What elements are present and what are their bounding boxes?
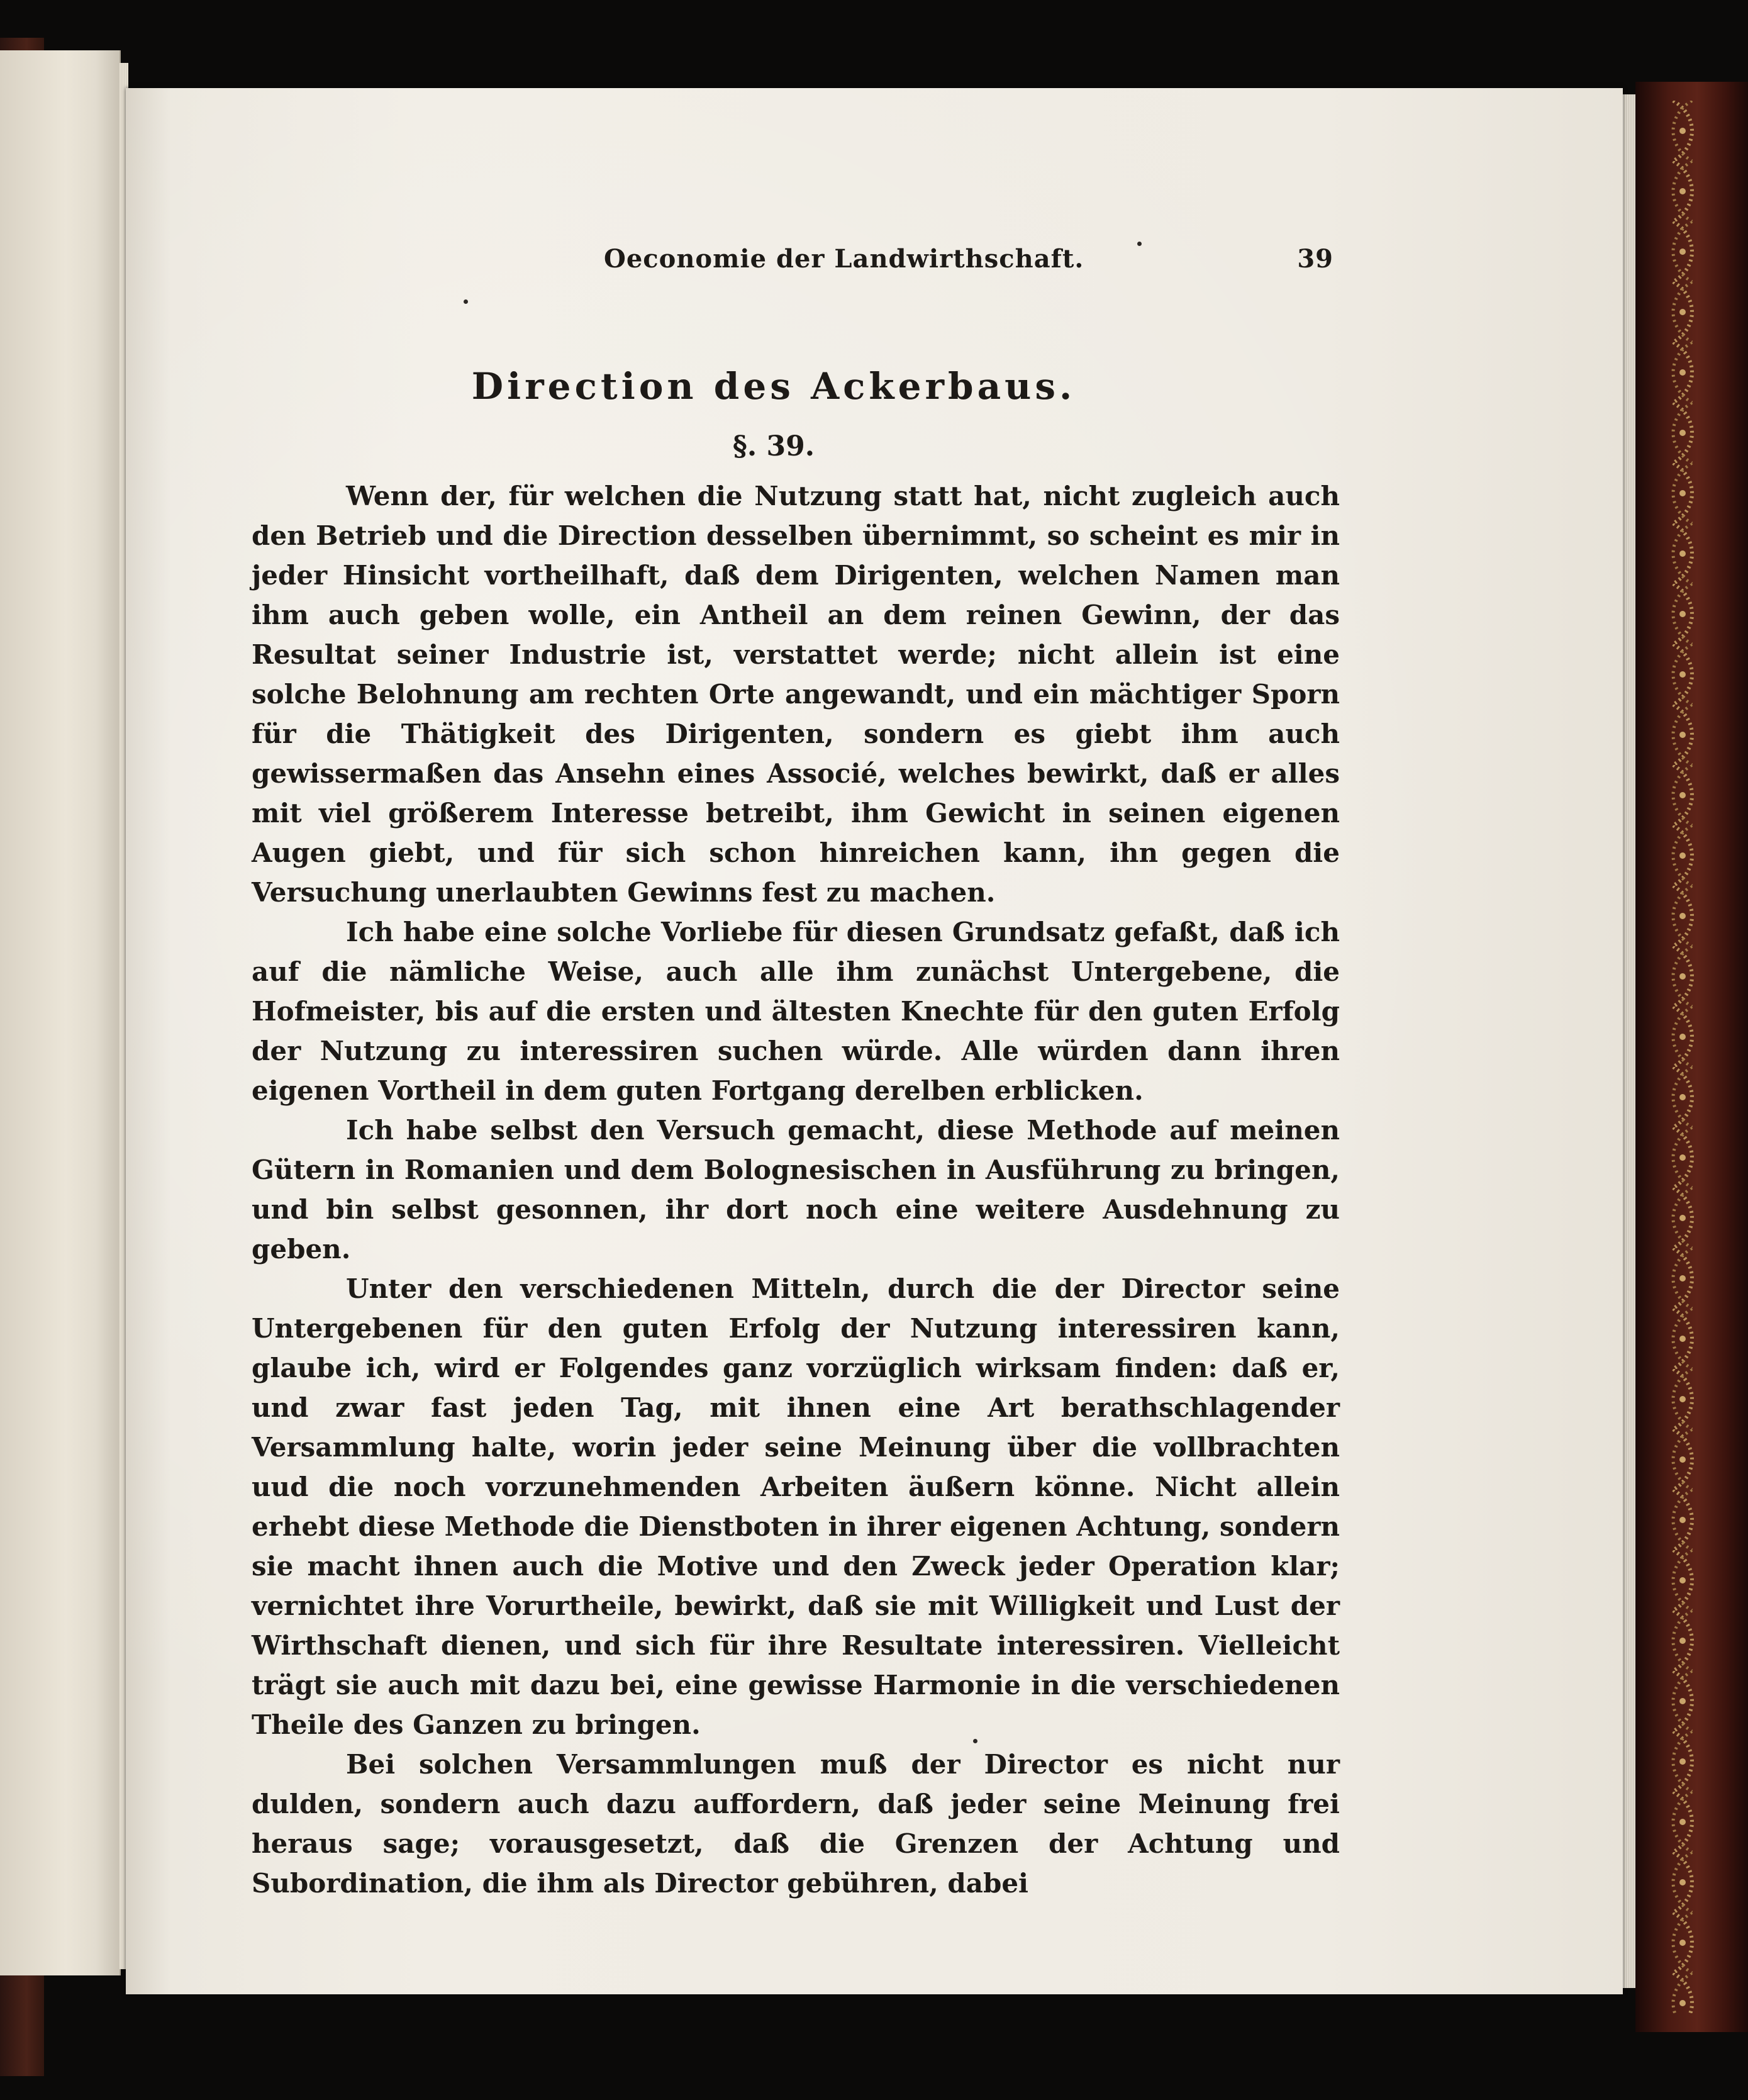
paragraph: Wenn der, für welchen die Nutzung statt hat, nicht zugleich auch den Betrieb und die Direction desselben übernimmt, so scheint es mir in jeder Hinsicht vortheilhaft, daß dem Dirigenten, welchen Namen man ihm auch geben wolle, ein Antheil an dem reinen Gewinn, der das Resultat seiner Industrie ist, verstattet werde; nicht allein ist eine solche Belohnung am rechten Orte angewandt, und ein mächtiger Sporn für die Thätigkeit des Dirigenten, sondern es giebt ihm auch gewissermaßen das Ansehn eines Associé, welches bewirkt, daß er alles mit viel größerem Interesse betreibt, ihm Gewicht in seinen eigenen Augen giebt, und für sich schon hinreichen kann, ihn gegen die Versuchung unerlaubten Gewinns fest zu machen. bbox=[252, 481, 1340, 908]
body-text bbox=[252, 476, 1340, 1903]
running-head bbox=[252, 233, 1340, 277]
chapter-title: Direction des Ackerbaus. bbox=[471, 365, 1076, 408]
paragraph: Unter den verschiedenen Mitteln, durch die der Director seine Untergebenen für den guten Erfolg der Nutzung interessiren kann, glaube ich, wird er Folgendes ganz vorzüglich wirksam finden: daß er, und zwar fast jeden Tag, mit ihnen eine Art berathschlagender Versammlung halte, worin jeder seine Meinung über die vollbrachten uud die noch vorzunehmenden Arbeiten äußern könne. Nicht allein erhebt diese Methode die Dienstboten in ihrer eigenen Achtung, sondern sie macht ihnen auch die Motive und den Zweck jeder Operation klar; vernichtet ihre Vorurtheile, bewirkt, daß sie mit Willigkeit und Lust der Wirthschaft dienen, und sich für ihre Resultate interessiren. Vielleicht trägt sie auch mit dazu bei, eine gewisse Harmonie in die verschiedenen Theile des Ganzen zu bringen. bbox=[252, 1273, 1340, 1740]
paragraph: Ich habe selbst den Versuch gemacht, diese Methode auf meinen Gütern in Romanien und dem Bolognesischen in Ausführung zu bringen, und bin selbst gesonnen, ihr dort noch eine weitere Ausdehnung zu geben. bbox=[252, 1115, 1340, 1265]
binding-ornament bbox=[1661, 101, 1705, 2013]
left-page-edge bbox=[0, 50, 121, 1975]
ink-speck bbox=[1137, 242, 1142, 246]
section-number: §. 39. bbox=[732, 430, 815, 462]
running-head-title: Oeconomie der Landwirthschaft. bbox=[604, 244, 1084, 274]
paragraph: Ich habe eine solche Vorliebe für diesen Grundsatz gefaßt, daß ich auf die nämliche Weise, auch alle ihm zunächst Untergebene, die Hofmeister, bis auf die ersten und ältesten Knechte für den guten Erfolg der Nutzung zu interessiren suchen würde. Alle würden dann ihren eigenen Vortheil in dem guten Fortgang derelben erblicken. bbox=[252, 917, 1340, 1106]
ink-speck bbox=[973, 1739, 977, 1743]
page-text-block bbox=[252, 233, 1340, 1903]
ink-speck bbox=[464, 299, 468, 304]
paragraph: Bei solchen Versammlungen muß der Director es nicht nur dulden, sondern auch dazu auffordern, daß jeder seine Meinung frei heraus sage; vorausgesetzt, daß die Grenzen der Achtung und Subordination, die ihm als Director gebühren, dabei bbox=[252, 1749, 1340, 1899]
page-number: 39 bbox=[1297, 244, 1333, 274]
page-edges bbox=[1623, 94, 1635, 1988]
